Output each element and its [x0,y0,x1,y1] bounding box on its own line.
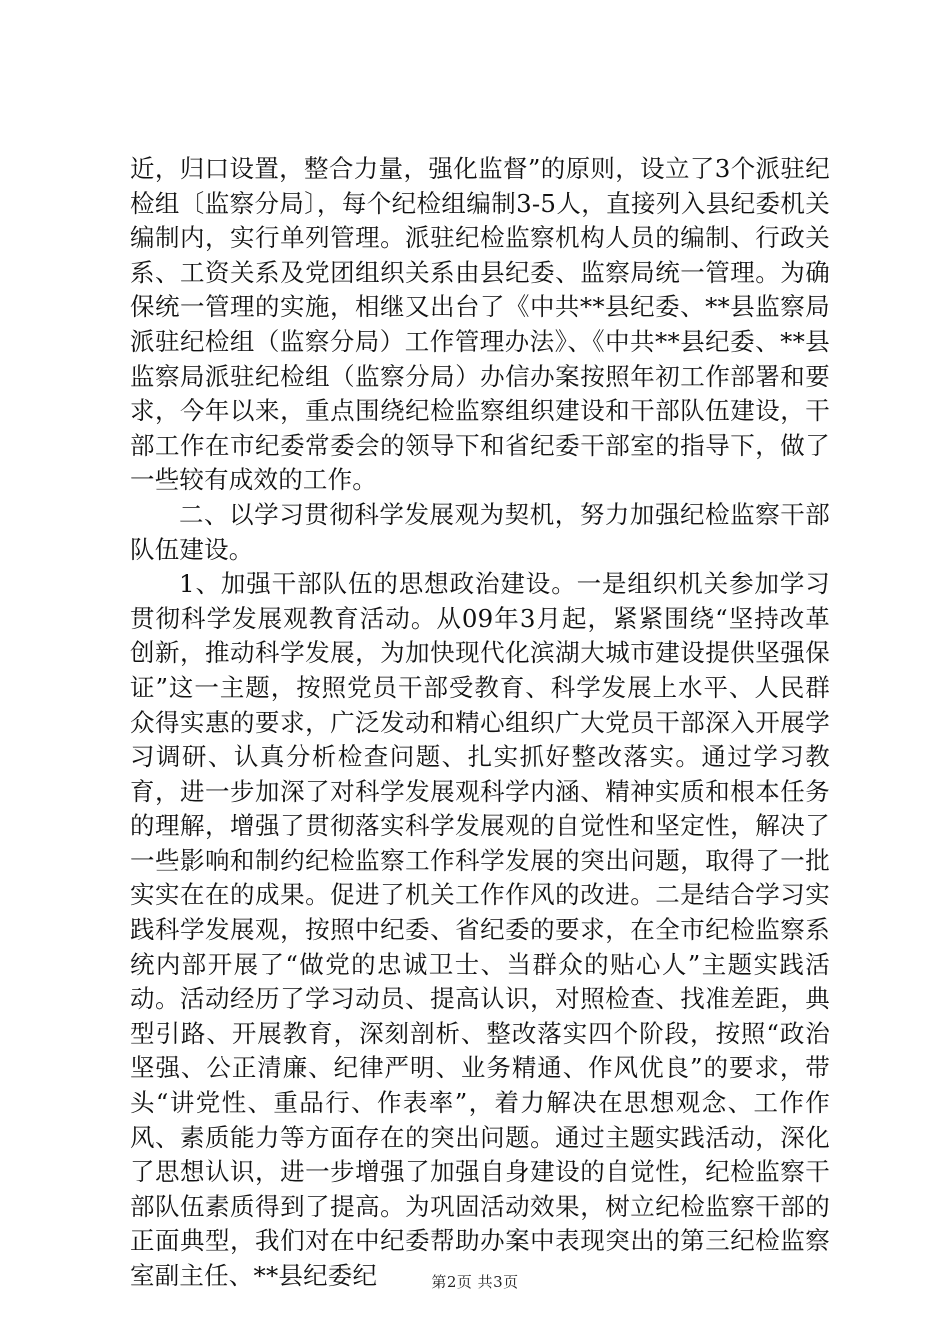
paragraph-1: 近，归口设置，整合力量，强化监督”的原则，设立了3个派驻纪检组〔监察分局〕，每个纪检组编制3-5人，直接列入县纪委机关编制内，实行单列管理。派驻纪检监察机构人员的编制、行政关系、工资关系及党团组织关系由县纪委、监察局统一管理。为确保统一管理的实施，相继又出台了《中共**县纪委、**县监察局派驻纪检组（监察分局）工作管理办法》、《中共**县纪委、**县监察局派驻纪检组（监察分局）办信办案按照年初工作部署和要求，今年以来，重点围绕纪检监察组织建设和干部队伍建设，干部工作在市纪委常委会的领导下和省纪委干部室的指导下，做了一些较有成效的工作。 [130,154,830,495]
paragraph-3: 1、加强干部队伍的思想政治建设。一是组织机关参加学习贯彻科学发展观教育活动。从09年3月起，紧紧围绕“坚持改革创新，推动科学发展，为加快现代化滨湖大城市建设提供坚强保证”这一主题，按照党员干部受教育、科学发展上水平、人民群众得实惠的要求，广泛发动和精心组织广大党员干部深入开展学习调研、认真分析检查问题、扎实抓好整改落实。通过学习教育，进一步加深了对科学发展观科学内涵、精神实质和根本任务的理解，增强了贯彻落实科学发展观的自觉性和坚定性，解决了一些影响和制约纪检监察工作科学发展的突出问题，取得了一批实实在在的成果。促进了机关工作作风的改进。二是结合学习实践科学发展观，按照中纪委、省纪委的要求，在全市纪检监察系统内部开展了“做党的忠诚卫士、当群众的贴心人”主题实践活动。活动经历了学习动员、提高认识，对照检查、找准差距，典型引路、开展教育，深刻剖析、整改落实四个阶段，按照“政治坚强、公正清廉、纪律严明、业务精通、作风优良”的要求，带头“讲党性、重品行、作表率”，着力解决在思想观念、工作作风、素质能力等方面存在的突出问题。通过主题实践活动，深化了思想认识，进一步增强了加强自身建设的自觉性，纪检监察干部队伍素质得到了提高。为巩固活动效果，树立纪检监察干部的正面典型，我们对在中纪委帮助办案中表现突出的第三纪检监察室副主任、**县纪委纪 [130,569,830,1290]
document-body [130,152,830,1294]
page-number-footer: 第2页 共3页 [431,1273,519,1291]
paragraph-2-section-heading: 二、以学习贯彻科学发展观为契机，努力加强纪检监察干部队伍建设。 [130,499,830,564]
